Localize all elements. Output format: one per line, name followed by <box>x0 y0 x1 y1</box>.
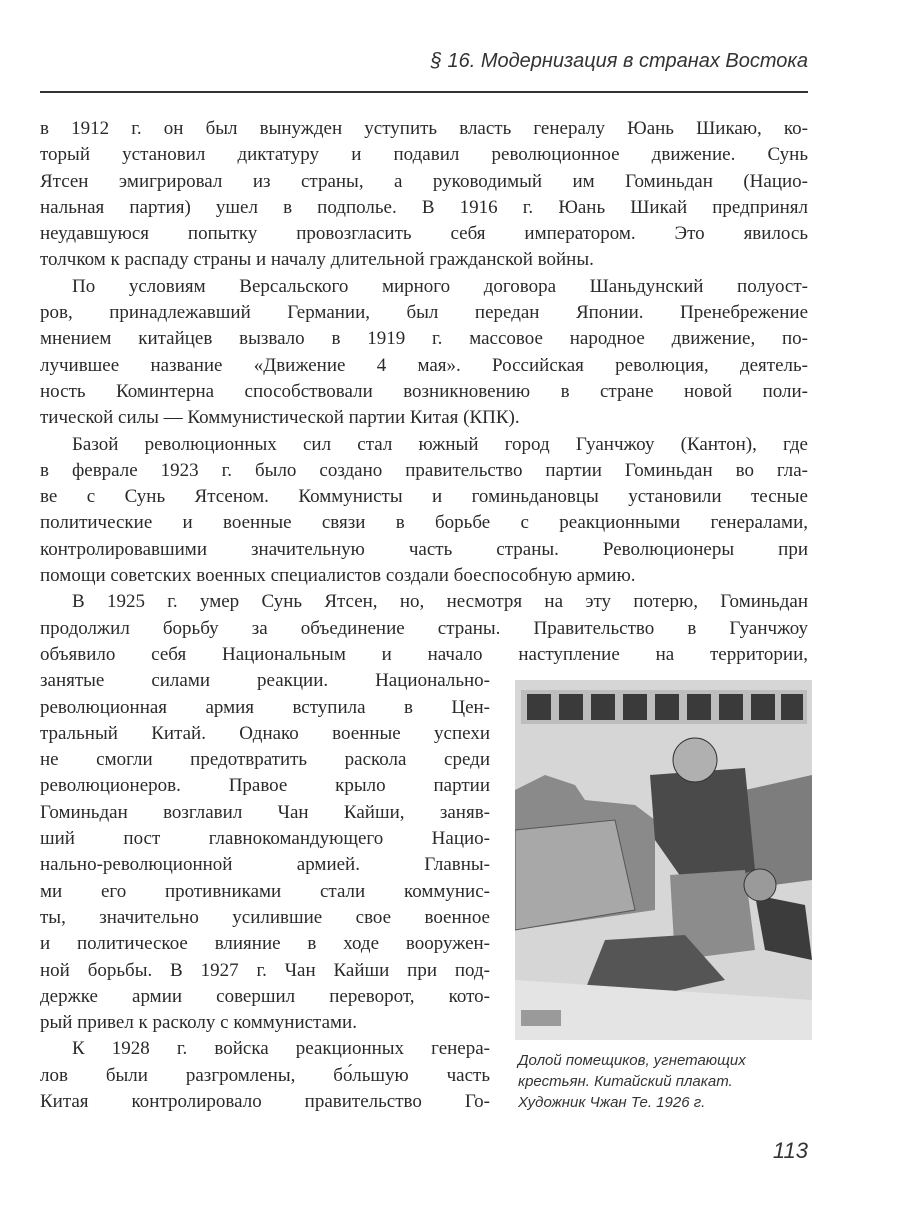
text-line: ной борьбы. В 1927 г. Чан Кайши при под- <box>40 959 490 981</box>
text-line: ты, значительно усилившие свое военное <box>40 906 490 928</box>
text-line: лучившее название «Движение 4 мая». Российская революция, деятель- <box>40 354 808 376</box>
text-line: ми его противниками стали коммунис- <box>40 880 490 902</box>
header-rule <box>40 91 808 93</box>
text-line: ров, принадлежавший Германии, был передан Японии. Пренебрежение <box>40 302 808 324</box>
paragraph <box>40 274 808 432</box>
caption-line: крестьян. Китайский плакат. <box>518 1073 733 1090</box>
text-line: К 1928 г. войска реакционных генера- <box>72 1038 490 1060</box>
text-line: ший пост главнокомандующего Нацио- <box>40 828 490 850</box>
text-line: лов были разгромлены, бо́льшую часть <box>40 1064 490 1086</box>
text-line: помощи советских военных специалистов создали боеспособную армию. <box>40 565 636 587</box>
text-line: революционеров. Правое крыло партии <box>40 775 490 797</box>
paragraph <box>40 432 808 590</box>
text-line: мнением китайцев вызвало в 1919 г. массовое народное движение, по- <box>40 328 808 350</box>
text-line: занятые силами реакции. Национально- <box>40 670 490 692</box>
text-line: нальная партия) ушел в подполье. В 1916 г. Юань Шикай предпринял <box>40 196 808 218</box>
text-line: неудавшуюся попытку провозгласить себя императором. Это явилось <box>40 223 808 245</box>
text-line: Гоминьдан возглавил Чан Кайши, заняв- <box>40 801 490 823</box>
text-line: в феврале 1923 г. было создано правительство партии Гоминьдан во гла- <box>40 459 808 481</box>
poster-title-glyphs <box>527 694 803 720</box>
running-header: § 16. Модернизация в странах Востока <box>430 50 808 72</box>
text-line: Китая контролировало правительство Го- <box>40 1090 490 1112</box>
poster-illustration <box>515 680 812 1040</box>
text-line: торый установил диктатуру и подавил революционное движение. Сунь <box>40 144 808 166</box>
text-line: толчком к распаду страны и началу длительной гражданской войны. <box>40 249 594 271</box>
text-line: ность Коминтерна способствовали возникновению в стране новой поли- <box>40 380 808 402</box>
text-line: нально-революционной армией. Главны- <box>40 854 490 876</box>
text-line: тической силы — Коммунистической партии Китая (КПК). <box>40 407 520 429</box>
text-line: контролировавшими значительную часть страны. Революционеры при <box>40 538 808 560</box>
text-line: держке армии совершил переворот, кото- <box>40 985 490 1007</box>
text-line: продолжил борьбу за объединение страны. Правительство в Гуанчжоу <box>40 617 808 639</box>
text-line: революционная армия вступила в Цен- <box>40 696 490 718</box>
text-line: По условиям Версальского мирного договора Шаньдунский полуост- <box>72 275 808 297</box>
text-line: В 1925 г. умер Сунь Ятсен, но, несмотря на эту потерю, Гоминьдан <box>72 591 808 613</box>
text-line: рый привел к расколу с коммунистами. <box>40 1012 357 1034</box>
caption-line: Долой помещиков, угнетающих <box>518 1052 746 1069</box>
text-line: объявило себя Национальным и начало наступление на территории, <box>40 643 808 665</box>
text-line: политические и военные связи в борьбе с реакционными генералами, <box>40 512 808 534</box>
text-line: не смогли предотвратить раскола среди <box>40 749 490 771</box>
poster-image <box>515 680 812 1040</box>
text-line: Ятсен эмигрировал из страны, а руководимый им Гоминьдан (Нацио- <box>40 170 808 192</box>
page-number: 113 <box>772 1138 808 1163</box>
text-line: и политическое влияние в ходе вооружен- <box>40 933 490 955</box>
paragraph <box>40 116 808 274</box>
figure-caption <box>518 1050 818 1113</box>
text-line: Базой революционных сил стал южный город Гуанчжоу (Кантон), где <box>72 433 808 455</box>
text-line: ве с Сунь Ятсеном. Коммунисты и гоминьдановцы установили тесные <box>40 486 808 508</box>
text-line: в 1912 г. он был вынужден уступить власть генералу Юань Шикаю, ко- <box>40 118 808 139</box>
caption-line: Художник Чжан Те. 1926 г. <box>518 1094 706 1111</box>
text-line: тральный Китай. Однако военные успехи <box>40 722 490 744</box>
